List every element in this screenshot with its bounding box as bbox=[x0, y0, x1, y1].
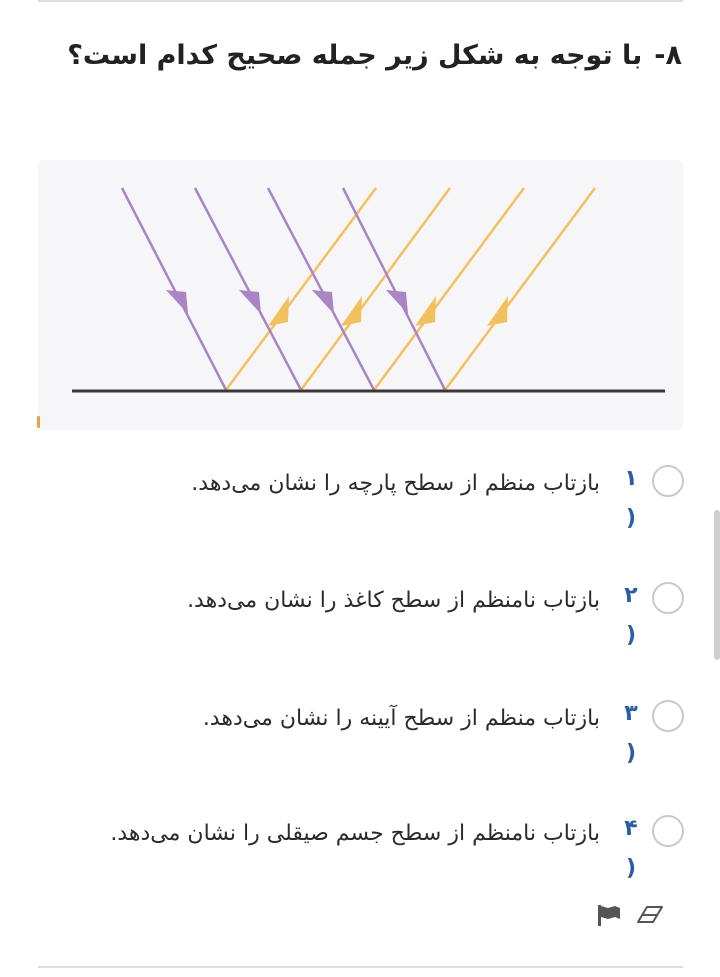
top-divider bbox=[38, 0, 683, 2]
option-2-text: بازتاب نامنظم از سطح کاغذ را نشان می‌دهد. bbox=[187, 588, 600, 613]
option-2[interactable] bbox=[64, 582, 684, 652]
option-1-paren: ( bbox=[625, 506, 637, 531]
option-1-number: ۱ bbox=[624, 466, 638, 491]
question-number: ۸- bbox=[654, 40, 682, 71]
figure-edge-mark bbox=[37, 416, 40, 428]
option-4-text: بازتاب نامنظم از سطح جسم صیقلی را نشان می‌دهد. bbox=[110, 821, 600, 846]
option-3[interactable] bbox=[84, 700, 684, 770]
option-2-number: ۲ bbox=[624, 583, 638, 608]
option-3-radio[interactable] bbox=[652, 700, 684, 732]
question-text: با توجه به شکل زیر جمله صحیح کدام است؟ bbox=[67, 40, 643, 71]
option-3-paren: ( bbox=[625, 741, 637, 766]
option-4-paren: ( bbox=[625, 856, 637, 881]
option-4-radio[interactable] bbox=[652, 815, 684, 847]
option-3-number: ۳ bbox=[624, 701, 638, 726]
option-2-paren: ( bbox=[625, 623, 637, 648]
reflection-figure bbox=[38, 160, 683, 430]
option-1[interactable] bbox=[84, 465, 684, 535]
bottom-divider bbox=[38, 966, 683, 968]
option-3-text: بازتاب منظم از سطح آیینه را نشان می‌دهد. bbox=[202, 706, 600, 731]
question-tools bbox=[595, 902, 667, 930]
option-4-number: ۴ bbox=[624, 816, 638, 841]
scrollbar[interactable] bbox=[714, 510, 720, 660]
option-2-radio[interactable] bbox=[652, 582, 684, 614]
question-title bbox=[32, 40, 682, 71]
option-1-radio[interactable] bbox=[652, 465, 684, 497]
reflection-diagram bbox=[38, 160, 683, 430]
eraser-icon[interactable] bbox=[635, 902, 665, 928]
option-1-text: بازتاب منظم از سطح پارچه را نشان می‌دهد. bbox=[191, 471, 600, 496]
option-4[interactable] bbox=[38, 815, 684, 885]
flag-icon[interactable] bbox=[595, 902, 623, 928]
